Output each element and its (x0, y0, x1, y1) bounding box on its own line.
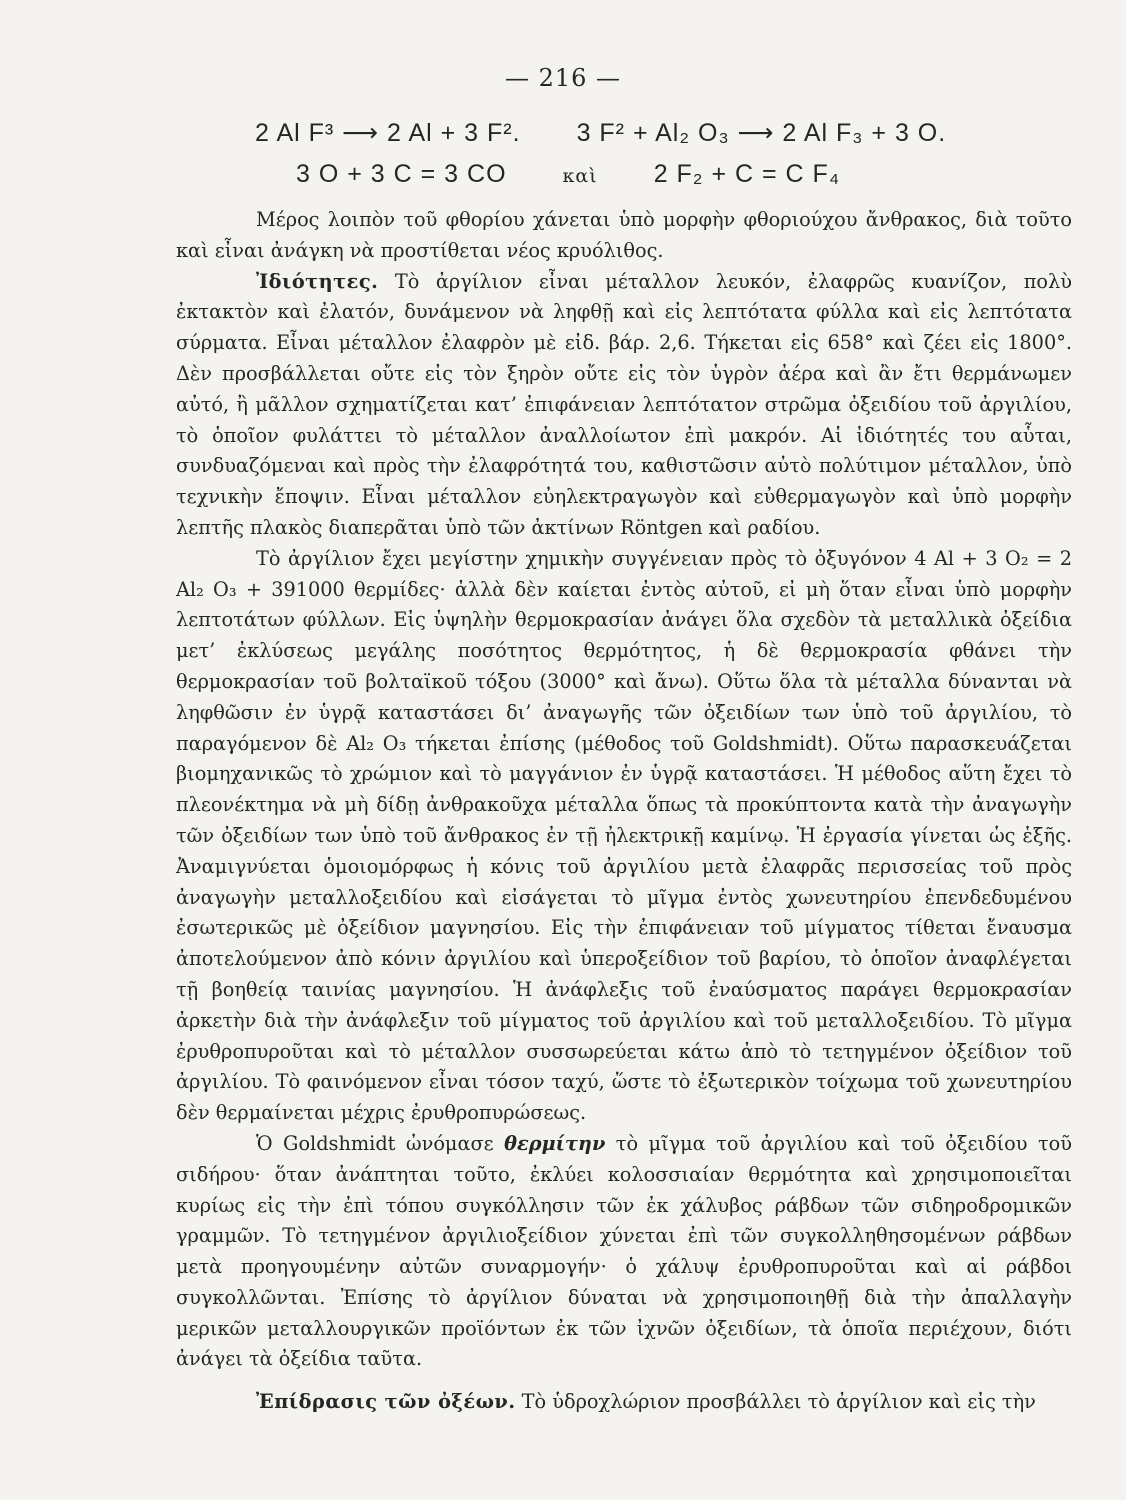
section-heading-acids: Ἐπίδρασις τῶν ὀξέων. (256, 1390, 516, 1414)
properties-text: Τὸ ἀργίλιον εἶναι μέταλλον λευκόν, ἐλαφρῶς κυανίζον, πολὺ ἐκτακτὸν καὶ ἐλατόν, δυνάμενον νὰ ληφθῇ καὶ εἰς λεπτότατα φύλλα καὶ εἰς λεπτότατα σύρματα. Εἶναι μέταλλον ἐλαφρὸν μὲ εἰδ. βάρ. 2,6. Τήκεται εἰς 658° καὶ ζέει εἰς 1800°. Δὲν προσβάλλεται οὔτε εἰς τὸν ξηρὸν οὔτε εἰς τὸν ὑγρὸν ἀέρα καὶ ἂν ἔτι θερμάνωμεν αὐτό, ἢ μᾶλλον σχηματίζεται κατ’ ἐπιφάνειαν λεπτότατον στρῶμα ὀξειδίου τοῦ ἀργιλίου, τὸ ὁποῖον φυλάττει τὸ μέταλλον ἀναλλοίωτον ἐπὶ μακρόν. Αἱ ἰδιότητές του αὗται, συνδυαζόμεναι καὶ πρὸς τὴν ἐλαφρότητά του, καθιστῶσιν αὐτὸ πολύτιμον μέταλλον, ὑπὸ τεχνικὴν ἔποψιν. Εἶναι μέταλλον εὐηλεκτραγωγὸν καὶ εὐθερμαγωγὸν καὶ ὑπὸ μορφὴν λεπτῆς πλακὸς διαπερᾶται ὑπὸ τῶν ἀκτίνων Röntgen καὶ ραδίου. (176, 269, 1072, 539)
paragraph-oxygen-affinity: Τὸ ἀργίλιον ἔχει μεγίστην χημικὴν συγγένειαν πρὸς τὸ ὀξυγόνον 4 Al + 3 O₂ = 2 Al₂ O₃ + 391000 θερμίδες· ἀλλὰ δὲν καίεται ἐντὸς αὐτοῦ, εἰ μὴ ὅταν εἶναι ὑπὸ μορφὴν λεπτοτάτων φύλλων. Εἰς ὑψηλὴν θερμοκρασίαν ἀνάγει ὅλα σχεδὸν τὰ μεταλλικὰ ὀξείδια μετ’ ἐκλύσεως μεγάλης ποσότητος θερμότητος, ἡ δὲ θερμοκρασία φθάνει τὴν θερμοκρασίαν τοῦ βολταϊκοῦ τόξου (3000° καὶ ἄνω). Οὕτω ὅλα τὰ μέταλλα δύνανται νὰ ληφθῶσιν ἐν ὑγρᾷ καταστάσει δι’ ἀναγωγῆς τῶν ὀξειδίων των ὑπὸ τοῦ ἀργιλίου, τὸ παραγόμενον δὲ Al₂ O₃ τήκεται ἐπίσης (μέθοδος τοῦ Goldshmidt). Οὕτω παρασκευάζεται βιομηχανικῶς τὸ χρώμιον καὶ τὸ μαγγάνιον ἐν ὑγρᾷ καταστάσει. Ἡ μέθοδος αὕτη ἔχει τὸ πλεονέκτημα νὰ μὴ δίδῃ ἀνθρακοῦχα μέταλλα ὅπως τὰ προκύπτοντα κατὰ τὴν ἀναγωγὴν τῶν ὀξειδίων των ὑπὸ τοῦ ἄνθρακος ἐν τῇ ἠλεκτρικῇ καμίνῳ. Ἡ ἐργασία γίνεται ὡς ἑξῆς. Ἀναμιγνύεται ὁμοιομόρφως ἡ κόνις τοῦ ἀργιλίου μετὰ ἐλαφρᾶς περισσείας τοῦ πρὸς ἀναγωγὴν μεταλλοξειδίου καὶ εἰσάγεται τὸ μῖγμα ἐντὸς χωνευτηρίου ἐπενδεδυμένου ἐσωτερικῶς μὲ ὀξείδιον μαγνησίου. Εἰς τὴν ἐπιφάνειαν τοῦ μίγματος τίθεται ἔναυσμα ἀποτελούμενον ἀπὸ κόνιν ἀργιλίου καὶ ὑπεροξείδιον τοῦ βαρίου, τὸ ὁποῖον ἀναφλέγεται τῇ βοηθείᾳ ταινίας μαγνησίου. Ἡ ἀνάφλεξις τοῦ ἐναύσματος παράγει θερμοκρασίαν ἀρκετὴν διὰ τὴν ἀνάφλεξιν τοῦ μίγματος τοῦ ἀργιλίου καὶ τοῦ μεταλλοξειδίου. Τὸ μῖγμα ἐρυθροπυροῦται καὶ τὸ μέταλλον συσσωρεύεται κάτω ἀπὸ τὸ τετηγμένον ὀξείδιον τοῦ ἀργιλίου. Τὸ φαινόμενον εἶναι τόσον ταχύ, ὥστε τὸ ἐξωτερικὸν τοίχωμα τοῦ χωνευτηρίου δὲν θερμαίνεται μέχρις ἐρυθροπυρώσεως. (176, 546, 1072, 1125)
paragraph-cryolite: Μέρος λοιπὸν τοῦ φθορίου χάνεται ὑπὸ μορφὴν φθοριούχου ἄνθρακος, διὰ τοῦτο καὶ εἶναι ἀνάγκη νὰ προστίθεται νέος κρυόλιθος. (176, 208, 1072, 262)
equation-2-and: καὶ (562, 165, 598, 187)
paragraph-properties (176, 267, 1072, 544)
thermite-term: θερμίτην (504, 1131, 606, 1155)
equation-line-1 (255, 118, 946, 148)
equation-1a: 2 Al F³ ⟶ 2 Al + 3 F². (255, 119, 521, 147)
body-text (176, 205, 1072, 1418)
equation-1b: 3 F² + Al₂ O₃ ⟶ 2 Al F₃ + 3 O. (576, 119, 947, 147)
acids-text: Τὸ ὑδροχλώριον προσβάλλει τὸ ἀργίλιον καὶ εἰς τὴν (521, 1390, 1036, 1414)
thermite-text: τὸ μῖγμα τοῦ ἀργιλίου καὶ τοῦ ὀξειδίου τοῦ σιδήρου· ὅταν ἀνάπτηται τοῦτο, ἐκλύει κολοσσιαίαν θερμότητα καὶ χρησιμοποιεῖται κυρίως εἰς τὴν ἐπὶ τόπου συγκόλλησιν τῶν ἐκ χάλυβος ράβδων τῶν σιδηροδρομικῶν γραμμῶν. Τὸ τετηγμένον ἀργιλιοξείδιον χύνεται ἐπὶ τῶν συγκολληθησομένων ράβδων μετὰ προηγουμένην αὐτῶν συναρμογήν· ὁ χάλυψ ἐρυθροπυροῦται καὶ αἱ ράβδοι συγκολλῶνται. Ἐπίσης τὸ ἀργίλιον δύναται νὰ χρησιμοποιηθῇ διὰ τὴν ἀπαλλαγὴν μερικῶν μεταλλουργικῶν προϊόντων ἐκ τῶν ἰχνῶν ὀξειδίων, τὰ ὁποῖα περιέχουν, διότι ἀνάγει τὰ ὀξείδια ταῦτα. (176, 1131, 1072, 1371)
equation-2b: 2 F₂ + C = C F₄ (653, 160, 841, 188)
page-number: — 216 — (504, 64, 622, 92)
section-heading-properties: Ἰδιότητες. (256, 269, 379, 293)
equation-2a: 3 O + 3 C = 3 CO (296, 160, 507, 188)
paragraph-acids (176, 1387, 1072, 1418)
equation-line-2 (296, 160, 840, 189)
thermite-intro: Ὁ Goldshmidt ὠνόμασε (256, 1131, 494, 1155)
paragraph-thermite (176, 1129, 1072, 1375)
